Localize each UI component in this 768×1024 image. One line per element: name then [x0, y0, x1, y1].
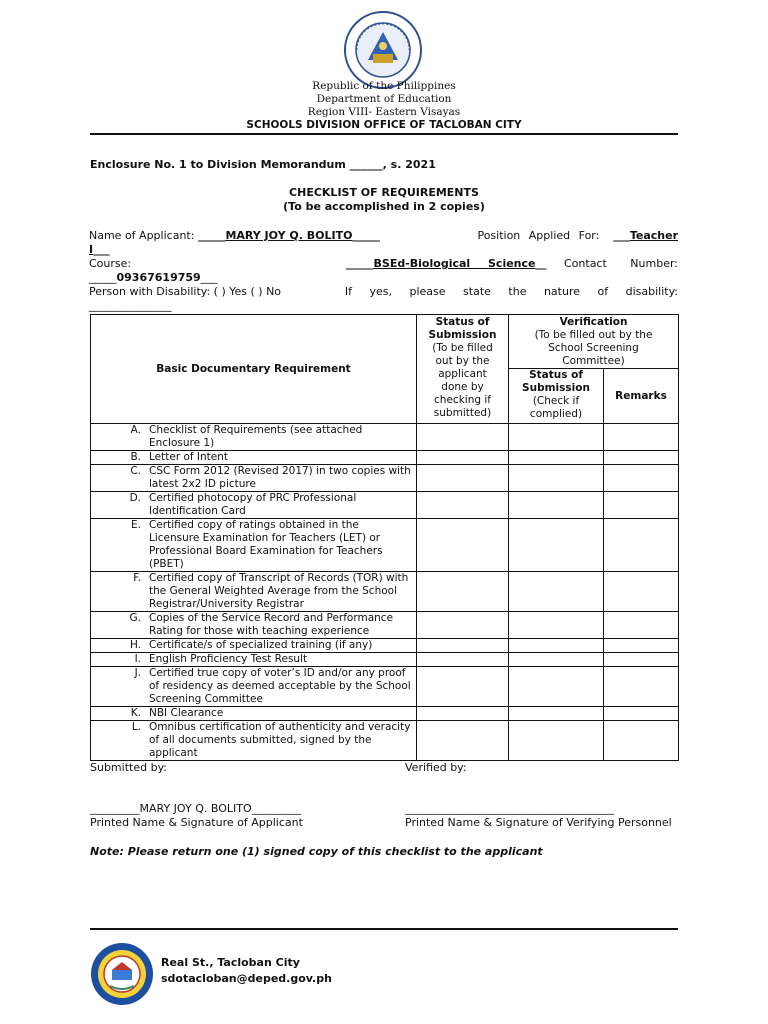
remarks-cell[interactable] [604, 492, 679, 519]
remarks-cell[interactable] [604, 612, 679, 639]
requirements-body [91, 424, 679, 761]
requirement-text: Certificate/s of specialized training (if any) [149, 639, 373, 651]
name-prefix: _____ [197, 229, 226, 242]
remarks-cell[interactable] [604, 451, 679, 465]
position-value[interactable]: Teacher [629, 229, 678, 242]
requirement-cell [91, 639, 417, 653]
header-verification [509, 315, 679, 369]
requirement-cell [91, 424, 417, 451]
requirement-cell [91, 492, 417, 519]
remarks-cell[interactable] [604, 465, 679, 492]
applicant-status-cell[interactable] [417, 424, 509, 451]
remarks-cell[interactable] [604, 572, 679, 612]
requirement-text: Letter of Intent [149, 451, 229, 463]
position-cont-value[interactable]: I [89, 243, 94, 256]
table-row [91, 492, 679, 519]
applicant-status-cell[interactable] [417, 721, 509, 761]
applicant-status-cell[interactable] [417, 451, 509, 465]
enclosure-line: Enclosure No. 1 to Division Memorandum ______, s. 2021 [90, 158, 436, 171]
requirement-cell [91, 653, 417, 667]
requirement-letter: G. [129, 612, 141, 624]
course-suffix: __ [535, 257, 547, 270]
contact-prefix: _____ [89, 271, 117, 284]
requirement-text: Certified true copy of voter’s ID and/or any proof of residency as deemed acceptable by the School Screening Committee [149, 667, 411, 705]
applicant-name-value[interactable]: MARY JOY Q. BOLITO [225, 229, 353, 242]
table-row [91, 639, 679, 653]
verification-status-cell[interactable] [509, 451, 604, 465]
table-row [91, 612, 679, 639]
requirement-text: Copies of the Service Record and Performance Rating for those with teaching experience [149, 612, 394, 637]
requirement-text: CSC Form 2012 (Revised 2017) in two copies with latest 2x2 ID picture [149, 465, 411, 490]
remarks-cell[interactable] [604, 653, 679, 667]
name-label: Name of Applicant: [89, 229, 195, 242]
pwd-label[interactable]: Person with Disability: ( ) Yes ( ) No [89, 285, 282, 298]
footer-divider [90, 928, 678, 930]
requirement-letter: J. [134, 667, 141, 679]
header-status-title: Status of Submission [428, 316, 497, 341]
table-row [91, 721, 679, 761]
applicant-caption: Printed Name & Signature of Applicant [90, 816, 303, 829]
deped-seal-logo [343, 10, 423, 90]
requirement-cell [91, 667, 417, 707]
requirement-letter: A. [130, 424, 141, 436]
position-cont-suffix: ___ [93, 243, 110, 256]
requirement-text: Omnibus certification of authenticity and veracity of all documents submitted, signed by the applicant [149, 721, 411, 759]
remarks-cell[interactable] [604, 707, 679, 721]
applicant-status-cell[interactable] [417, 519, 509, 572]
table-row [91, 424, 679, 451]
requirement-cell [91, 707, 417, 721]
course-value[interactable]: BSEd-Biological Science [373, 257, 536, 270]
requirement-cell [91, 612, 417, 639]
header-office: SCHOOLS DIVISION OFFICE OF TACLOBAN CITY [246, 119, 522, 131]
requirement-cell [91, 721, 417, 761]
header-verif-status-note: (Check if complied) [529, 395, 583, 420]
applicant-status-cell[interactable] [417, 612, 509, 639]
requirement-text: Checklist of Requirements (see attached Enclosure 1) [149, 424, 363, 449]
header-department: Department of Education [316, 93, 452, 105]
table-row [91, 451, 679, 465]
header-remarks [604, 369, 679, 424]
table-row [91, 519, 679, 572]
table-row [91, 707, 679, 721]
requirement-text: Certified photocopy of PRC Professional Identification Card [149, 492, 357, 517]
name-suffix: _____ [352, 229, 380, 242]
return-note: Note: Please return one (1) signed copy of this checklist to the applicant [90, 845, 543, 858]
applicant-signature-line[interactable]: _________MARY JOY Q. BOLITO_________ [90, 802, 302, 815]
table-row [91, 667, 679, 707]
requirement-cell [91, 572, 417, 612]
verification-status-cell[interactable] [509, 492, 604, 519]
header-requirement [91, 315, 417, 424]
header-verif-status-title: Status of Submission [522, 369, 590, 394]
applicant-status-cell[interactable] [417, 465, 509, 492]
requirement-letter: L. [131, 721, 141, 733]
position-continuation [89, 243, 678, 257]
verification-status-cell[interactable] [509, 572, 604, 612]
requirement-letter: I. [134, 653, 141, 665]
contact-value-line [89, 271, 678, 285]
page-subtitle: (To be accomplished in 2 copies) [283, 200, 485, 213]
remarks-cell[interactable] [604, 519, 679, 572]
header-verification-note: (To be filled out by the School Screening Committee) [534, 329, 653, 367]
verification-status-cell[interactable] [509, 653, 604, 667]
header-status-note: (To be filled out by the applicant done by checking if submitted) [432, 342, 493, 419]
applicant-status-cell[interactable] [417, 707, 509, 721]
page-title: CHECKLIST OF REQUIREMENTS [289, 186, 479, 199]
applicant-status-cell[interactable] [417, 639, 509, 653]
requirement-text: English Proficiency Test Result [149, 653, 308, 665]
verifier-caption: Printed Name & Signature of Verifying Personnel [405, 816, 672, 829]
header-verification-title: Verification [559, 316, 628, 328]
verification-status-cell[interactable] [509, 519, 604, 572]
footer-email[interactable]: sdotacloban@deped.gov.ph [161, 972, 332, 985]
pwd-answer-line[interactable]: _______________ [89, 299, 172, 312]
footer-address: Real St., Tacloban City [161, 956, 300, 969]
table-row [91, 572, 679, 612]
applicant-status-cell[interactable] [417, 572, 509, 612]
requirement-text: Certified copy of ratings obtained in the Licensure Examination for Teachers (LET) or Professional Board Examination for Teachers (PBET) [149, 519, 383, 570]
table-header-row [91, 315, 679, 369]
position-label: Position Applied For: [477, 229, 600, 242]
remarks-cell[interactable] [604, 721, 679, 761]
header-remarks-label: Remarks [615, 389, 667, 402]
verification-status-cell[interactable] [509, 707, 604, 721]
verifier-signature-line[interactable]: ______________________________________ [405, 802, 614, 815]
applicant-status-cell[interactable] [417, 492, 509, 519]
header-verif-status [509, 369, 604, 424]
course-contact-row [89, 257, 678, 271]
requirement-cell [91, 519, 417, 572]
table-row [91, 653, 679, 667]
applicant-status-cell[interactable] [417, 667, 509, 707]
requirement-cell [91, 451, 417, 465]
requirement-text: NBI Clearance [149, 707, 224, 719]
requirement-letter: E. [131, 519, 141, 531]
pwd-question: If yes, please state the nature of disability: [344, 285, 678, 298]
verification-status-cell[interactable] [509, 721, 604, 761]
header-status [417, 315, 509, 424]
name-position-row [89, 229, 678, 243]
remarks-cell[interactable] [604, 424, 679, 451]
position-prefix: ___ [613, 229, 630, 242]
header-region: Region VIII- Eastern Visayas [307, 106, 461, 118]
verification-status-cell[interactable] [509, 612, 604, 639]
requirements-table [90, 314, 679, 761]
header-republic: Republic of the Philippines [312, 80, 456, 92]
submitted-by-label: Submitted by: [90, 761, 167, 774]
requirement-letter: C. [130, 465, 141, 477]
verification-status-cell[interactable] [509, 639, 604, 653]
verification-status-cell[interactable] [509, 424, 604, 451]
remarks-cell[interactable] [604, 667, 679, 707]
verified-by-label: Verified by: [405, 761, 467, 774]
division-logo [90, 942, 154, 1006]
requirement-letter: H. [129, 639, 141, 651]
applicant-status-cell[interactable] [417, 653, 509, 667]
requirement-cell [91, 465, 417, 492]
verification-status-cell[interactable] [509, 465, 604, 492]
course-prefix: _____ [346, 257, 374, 270]
table-row [91, 465, 679, 492]
requirement-letter: D. [129, 492, 141, 504]
contact-number-value[interactable]: 09367619759 [116, 271, 201, 284]
contact-label: Contact Number: [564, 257, 678, 270]
requirement-text: Certified copy of Transcript of Records (TOR) with the General Weighted Average from the School Registrar/University Registrar [149, 572, 409, 610]
requirement-letter: F. [133, 572, 141, 584]
pwd-row [89, 285, 678, 299]
applicant-fields [89, 229, 678, 313]
course-label: Course: [89, 257, 132, 270]
header-divider [90, 133, 678, 135]
contact-suffix: ___ [200, 271, 218, 284]
requirement-letter: B. [130, 451, 141, 463]
remarks-cell[interactable] [604, 639, 679, 653]
requirement-letter: K. [130, 707, 141, 719]
verification-status-cell[interactable] [509, 667, 604, 707]
header-requirement-label: Basic Documentary Requirement [156, 362, 351, 375]
